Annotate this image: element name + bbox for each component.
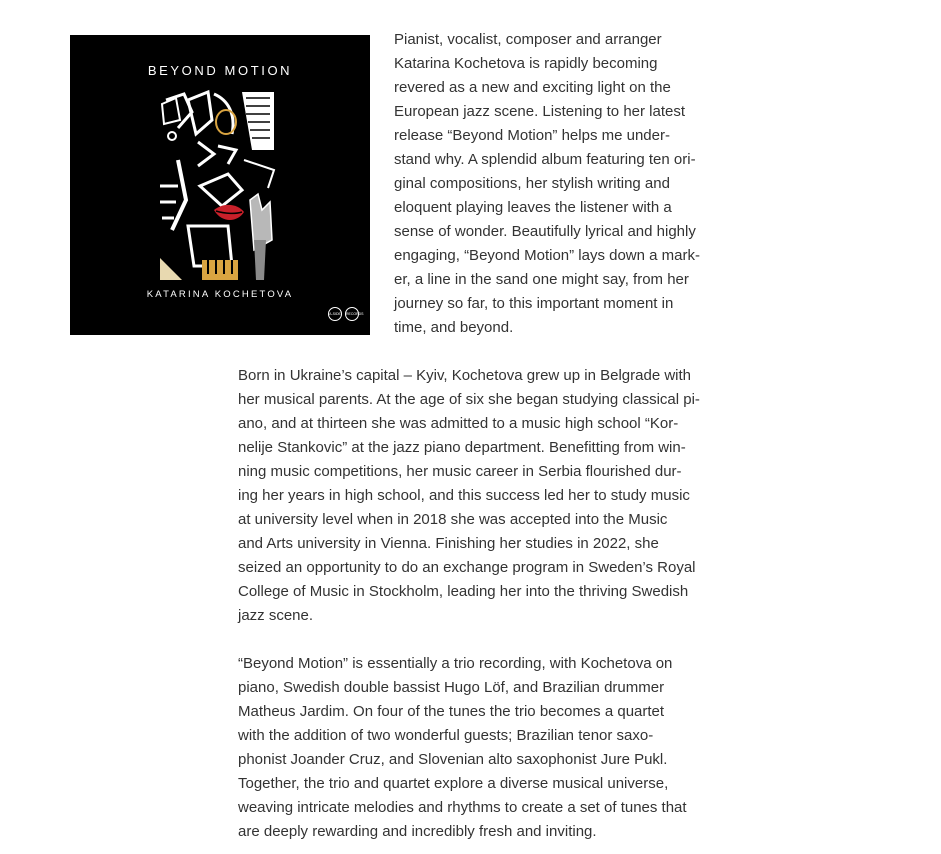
- text-line: jazz scene.: [238, 607, 314, 624]
- text-line: European jazz scene. Listening to her latest: [394, 103, 686, 120]
- cover-artist-name: KATARINA KOCHETOVA: [146, 289, 294, 300]
- text-line: weaving intricate melodies and rhythms to create a set of tunes that: [238, 799, 687, 816]
- text-line: Together, the trio and quartet explore a diverse musical universe,: [238, 775, 669, 792]
- text-line: Katarina Kochetova is rapidly becoming: [394, 55, 658, 72]
- album-cover: [70, 35, 370, 335]
- text-line: Born in Ukraine’s capital – Kyiv, Kochetova grew up in Belgrade with: [238, 367, 692, 384]
- text-line: er, a line in the sand one might say, from her: [394, 271, 689, 288]
- text-line: journey so far, to this important moment in: [394, 295, 674, 312]
- text-line: Pianist, vocalist, composer and arranger: [394, 31, 662, 48]
- cover-title: BEYOND MOTION: [147, 63, 293, 78]
- text-line: with the addition of two wonderful guests; Brazilian tenor saxo-: [238, 727, 654, 744]
- text-line: stand why. A splendid album featuring ten ori-: [394, 151, 696, 168]
- text-line: piano, Swedish double bassist Hugo Löf, and Brazilian drummer: [238, 679, 665, 696]
- text-line: and Arts university in Vienna. Finishing her studies in 2022, she: [238, 535, 659, 552]
- intro-paragraph: [394, 28, 724, 340]
- text-line: College of Music in Stockholm, leading her into the thriving Swedish: [238, 583, 689, 600]
- label-logo-2: RECORDS: [345, 307, 359, 321]
- text-line: revered as a new and exciting light on the: [394, 79, 671, 96]
- text-line: sense of wonder. Beautifully lyrical and highly: [394, 223, 696, 240]
- text-line: seized an opportunity to do an exchange program in Sweden’s Royal: [238, 559, 696, 576]
- cover-artwork: [158, 90, 278, 280]
- text-line: her musical parents. At the age of six she began studying classical pi-: [238, 391, 700, 408]
- text-line: phonist Joander Cruz, and Slovenian alto saxophonist Jure Pukl.: [238, 751, 668, 768]
- label-logo-1: A-SIDE: [328, 307, 342, 321]
- text-line: eloquent playing leaves the listener with a: [394, 199, 672, 216]
- text-line: “Beyond Motion” is essentially a trio recording, with Kochetova on: [238, 655, 673, 672]
- biography-paragraph: [238, 364, 718, 628]
- text-line: Matheus Jardim. On four of the tunes the trio becomes a quartet: [238, 703, 665, 720]
- text-line: at university level when in 2018 she was accepted into the Music: [238, 511, 668, 528]
- text-line: ginal compositions, her stylish writing and: [394, 175, 670, 192]
- text-line: engaging, “Beyond Motion” lays down a mark-: [394, 247, 700, 264]
- text-line: time, and beyond.: [394, 319, 514, 336]
- text-line: ing her years in high school, and this success led her to study music: [238, 487, 690, 504]
- text-line: nelije Stankovic” at the jazz piano department. Benefitting from win-: [238, 439, 686, 456]
- text-line: ano, and at thirteen she was admitted to a music high school “Kor-: [238, 415, 679, 432]
- text-line: release “Beyond Motion” helps me under-: [394, 127, 670, 144]
- text-line: are deeply rewarding and incredibly fresh and inviting.: [238, 823, 597, 840]
- cover-label-logos: [328, 307, 364, 321]
- text-line: ning music competitions, her music career in Serbia flourished dur-: [238, 463, 682, 480]
- recording-paragraph: [238, 652, 718, 844]
